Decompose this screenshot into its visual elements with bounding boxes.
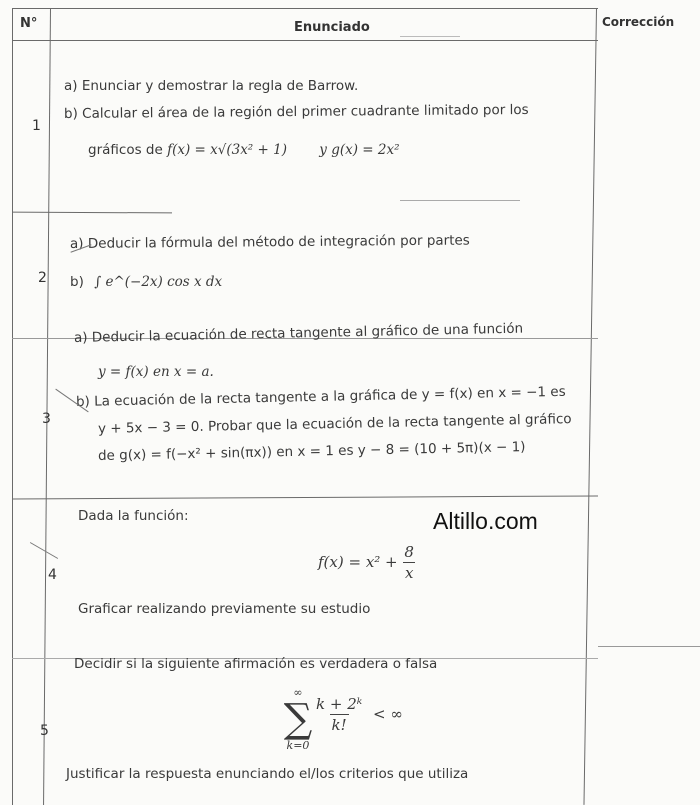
sigma-icon: ∑ xyxy=(283,696,313,742)
statement-column-divider xyxy=(583,8,597,805)
row5-frac-den: k! xyxy=(331,716,347,734)
header-bottom xyxy=(12,40,598,41)
row1-function-g: g(x) = 2x² xyxy=(331,142,400,158)
watermark: Altillo.com xyxy=(433,508,538,534)
row4-intro: Dada la función: xyxy=(78,508,189,524)
row5-number: 5 xyxy=(40,723,49,739)
row4-function xyxy=(318,543,416,582)
row2-part-a: a) Deducir la fórmula del método de integración por partes xyxy=(69,232,470,252)
row5-intro: Decidir si la siguiente afirmación es verdadera o falsa xyxy=(74,656,438,672)
row5-sum-sup: ∞ xyxy=(293,686,303,699)
header-statement: Enunciado xyxy=(294,20,370,35)
row5-series-term xyxy=(314,695,403,734)
row4-number: 4 xyxy=(48,567,57,583)
row3-part-a-line1: a) Deducir la ecuación de recta tangente al gráfico de una función xyxy=(73,320,524,346)
row1-number: 1 xyxy=(32,118,41,134)
row3-part-b-line1: b) La ecuación de la recta tangente a la gráfica de y = f(x) en x = −1 es xyxy=(75,383,566,410)
num-column-divider xyxy=(43,8,51,805)
row2-b-label: b) xyxy=(70,274,84,290)
row1-bottom xyxy=(12,212,172,214)
row2-number: 2 xyxy=(38,270,47,286)
row3-part-b-line2: y + 5x − 3 = 0. Probar que la ecuación de la recta tangente al gráfico xyxy=(97,411,572,437)
row1-y: y xyxy=(319,142,327,158)
row3-part-b-line3: de g(x) = f(−x² + sin(πx)) en x = 1 es y − 8 = (10 + 5π)(x − 1) xyxy=(97,439,526,464)
left-border xyxy=(12,8,13,805)
row4-frac-num: 8 xyxy=(404,543,414,561)
header-faint-dash xyxy=(400,36,460,37)
row5-frac-num: k + 2ᵏ xyxy=(316,695,363,713)
pen-mark-row4 xyxy=(30,542,58,559)
row1-function-f: f(x) = x√(3x² + 1) xyxy=(167,142,287,158)
header-correction: Corrección xyxy=(602,15,675,29)
row5-summation xyxy=(283,686,313,752)
row5-fraction xyxy=(314,695,364,734)
row1-faint-dash xyxy=(400,200,520,201)
row5-task: Justificar la respuesta enunciando el/los criterios que utiliza xyxy=(66,766,469,782)
row1-part-a: a) Enunciar y demostrar la regla de Barrow. xyxy=(64,78,359,94)
row3-number: 3 xyxy=(42,411,51,427)
row1-part-b-line1: b) Calcular el área de la región del primer cuadrante limitado por los xyxy=(63,101,529,122)
correction-right-line xyxy=(598,646,700,647)
row2-integral: ∫ e^(−2x) cos x dx xyxy=(94,274,223,290)
header-number: N° xyxy=(20,16,38,31)
row5-relation: < ∞ xyxy=(373,705,403,723)
row4-task: Graficar realizando previamente su estudio xyxy=(78,601,371,617)
row4-frac-den: x xyxy=(404,564,414,582)
row1-part-b-line2 xyxy=(88,142,400,158)
row3-bottom xyxy=(12,495,598,499)
row4-fraction xyxy=(402,543,416,582)
top-border xyxy=(12,8,598,9)
row2-part-b xyxy=(70,274,222,290)
row5-sum-sub: k=0 xyxy=(286,739,310,752)
row4-fx: f(x) = x² + xyxy=(318,553,398,571)
row1-graphs-label: gráficos de xyxy=(88,142,168,158)
row3-part-a-line2: y = f(x) en x = a. xyxy=(98,364,214,380)
